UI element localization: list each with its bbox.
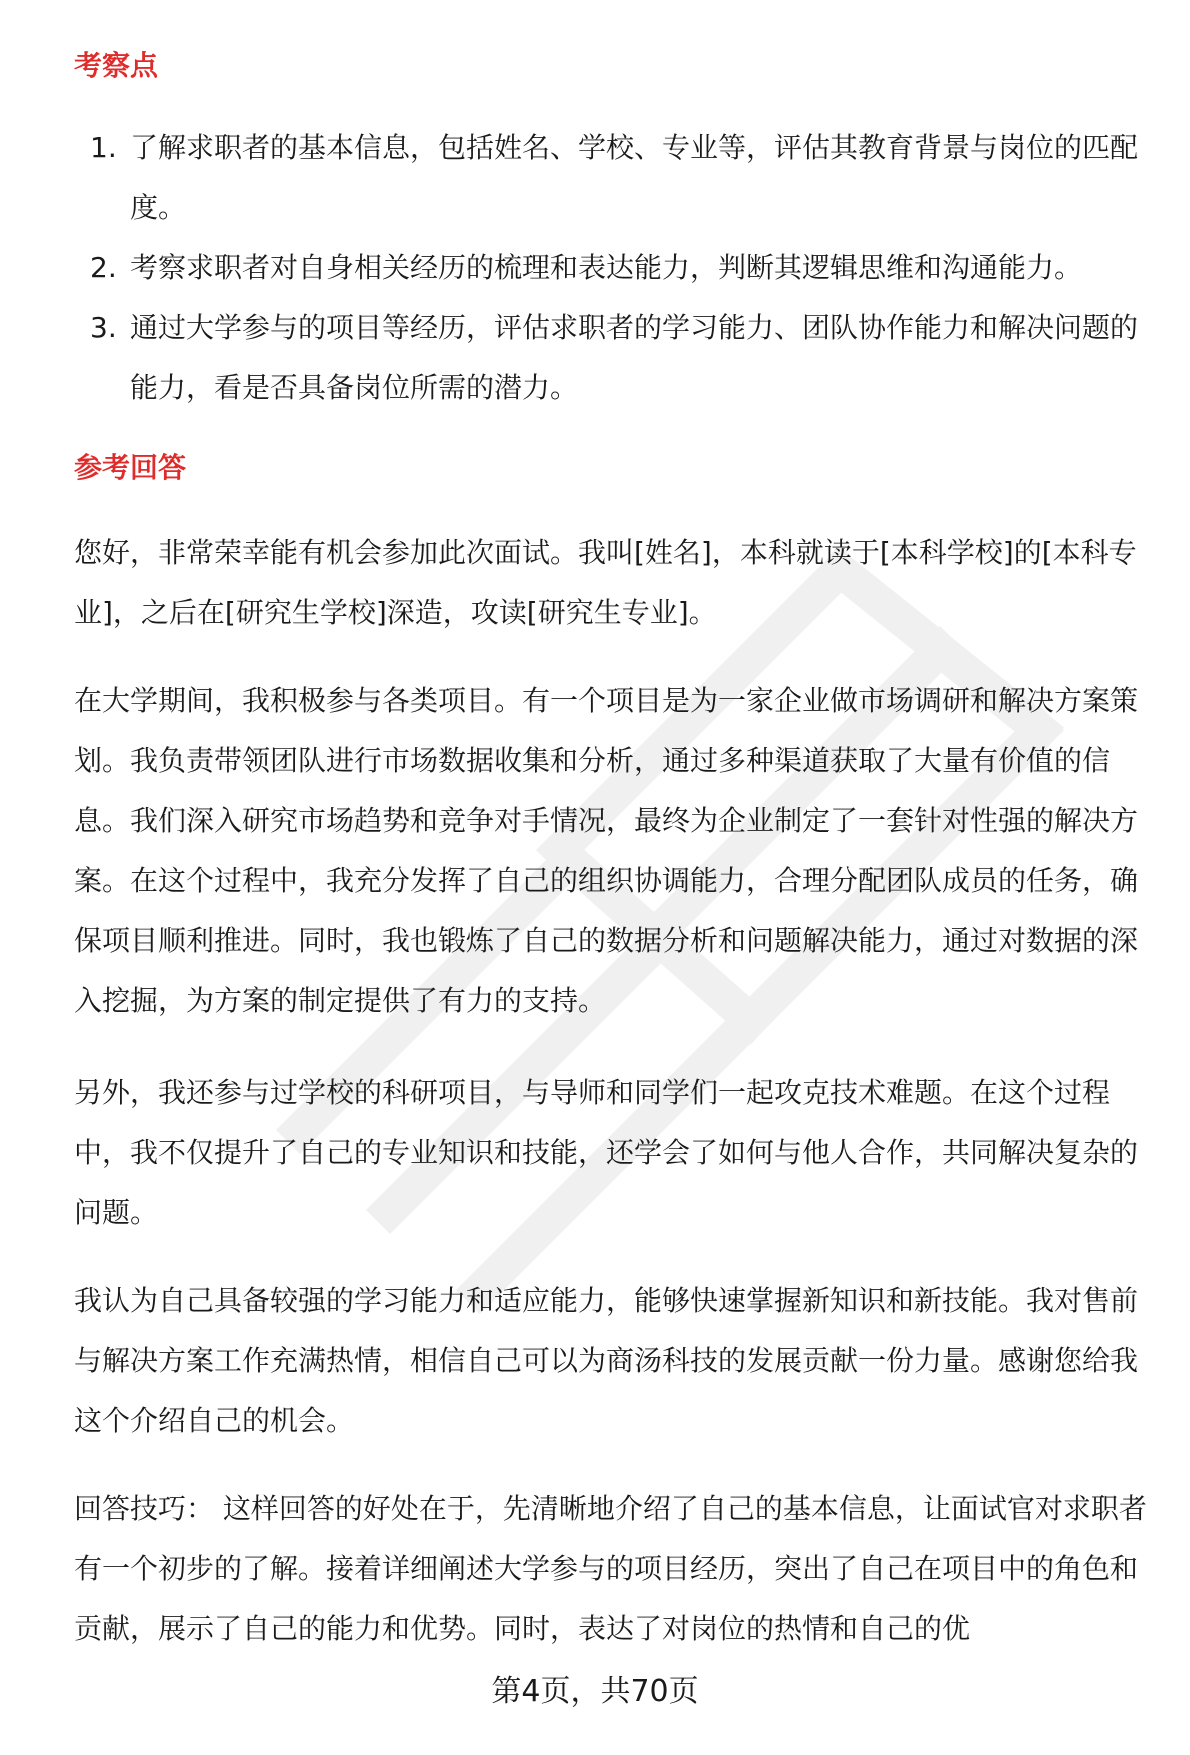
answer-paragraph-intro: 您好，非常荣幸能有机会参加此次面试。我叫[姓名]，本科就读于[本科学校]的[本科专业]，之后在[研究生学校]深造，攻读[研究生专业]。 (74, 536, 1137, 629)
list-item (74, 298, 1164, 418)
answer-paragraph-projects: 在大学期间，我积极参与各类项目。有一个项目是为一家企业做市场调研和解决方案策划。我负责带领团队进行市场数据收集和分析，通过多种渠道获取了大量有价值的信息。我们深入研究市场趋势和竞争对手情况，最终为企业制定了一套针对性强的解决方案。在这个过程中，我充分发挥了自己的组织协调能力，合理分配团队成员的任务，确保项目顺利推进。同时，我也锻炼了自己的数据分析和问题解决能力，通过对数据的深入挖掘，为方案的制定提供了有力的支持。 (74, 684, 1139, 1017)
answer-tips-paragraph: 回答技巧： 这样回答的好处在于，先清晰地介绍了自己的基本信息，让面试官对求职者有一个初步的了解。接着详细阐述大学参与的项目经历，突出了自己在项目中的角色和贡献，展示了自己的能力和优势。同时，表达了对岗位的热情和自己的优 (74, 1492, 1147, 1645)
list-item (74, 118, 1164, 238)
reference-answer-heading: 参考回答 (74, 451, 187, 484)
list-item-text: 了解求职者的基本信息，包括姓名、学校、专业等，评估其教育背景与岗位的匹配度。 (130, 131, 1139, 224)
exam-points-list (74, 118, 1164, 418)
page-number: 第4页，共70页 (491, 1674, 699, 1709)
list-item-number: 3. (90, 311, 117, 344)
answer-paragraph-research: 另外，我还参与过学校的科研项目，与导师和同学们一起攻克技术难题。在这个过程中，我不仅提升了自己的专业知识和技能，还学会了如何与他人合作，共同解决复杂的问题。 (74, 1076, 1139, 1229)
list-item-text: 考察求职者对自身相关经历的梳理和表达能力，判断其逻辑思维和沟通能力。 (130, 251, 1083, 284)
list-item (74, 238, 1164, 298)
list-item-number: 2. (90, 251, 117, 284)
exam-points-heading: 考察点 (74, 49, 159, 82)
answer-paragraph-closing: 我认为自己具备较强的学习能力和适应能力，能够快速掌握新知识和新技能。我对售前与解决方案工作充满热情，相信自己可以为商汤科技的发展贡献一份力量。感谢您给我这个介绍自己的机会。 (74, 1284, 1139, 1437)
list-item-number: 1. (90, 131, 117, 164)
list-item-text: 通过大学参与的项目等经历，评估求职者的学习能力、团队协作能力和解决问题的能力，看是否具备岗位所需的潜力。 (130, 311, 1139, 404)
